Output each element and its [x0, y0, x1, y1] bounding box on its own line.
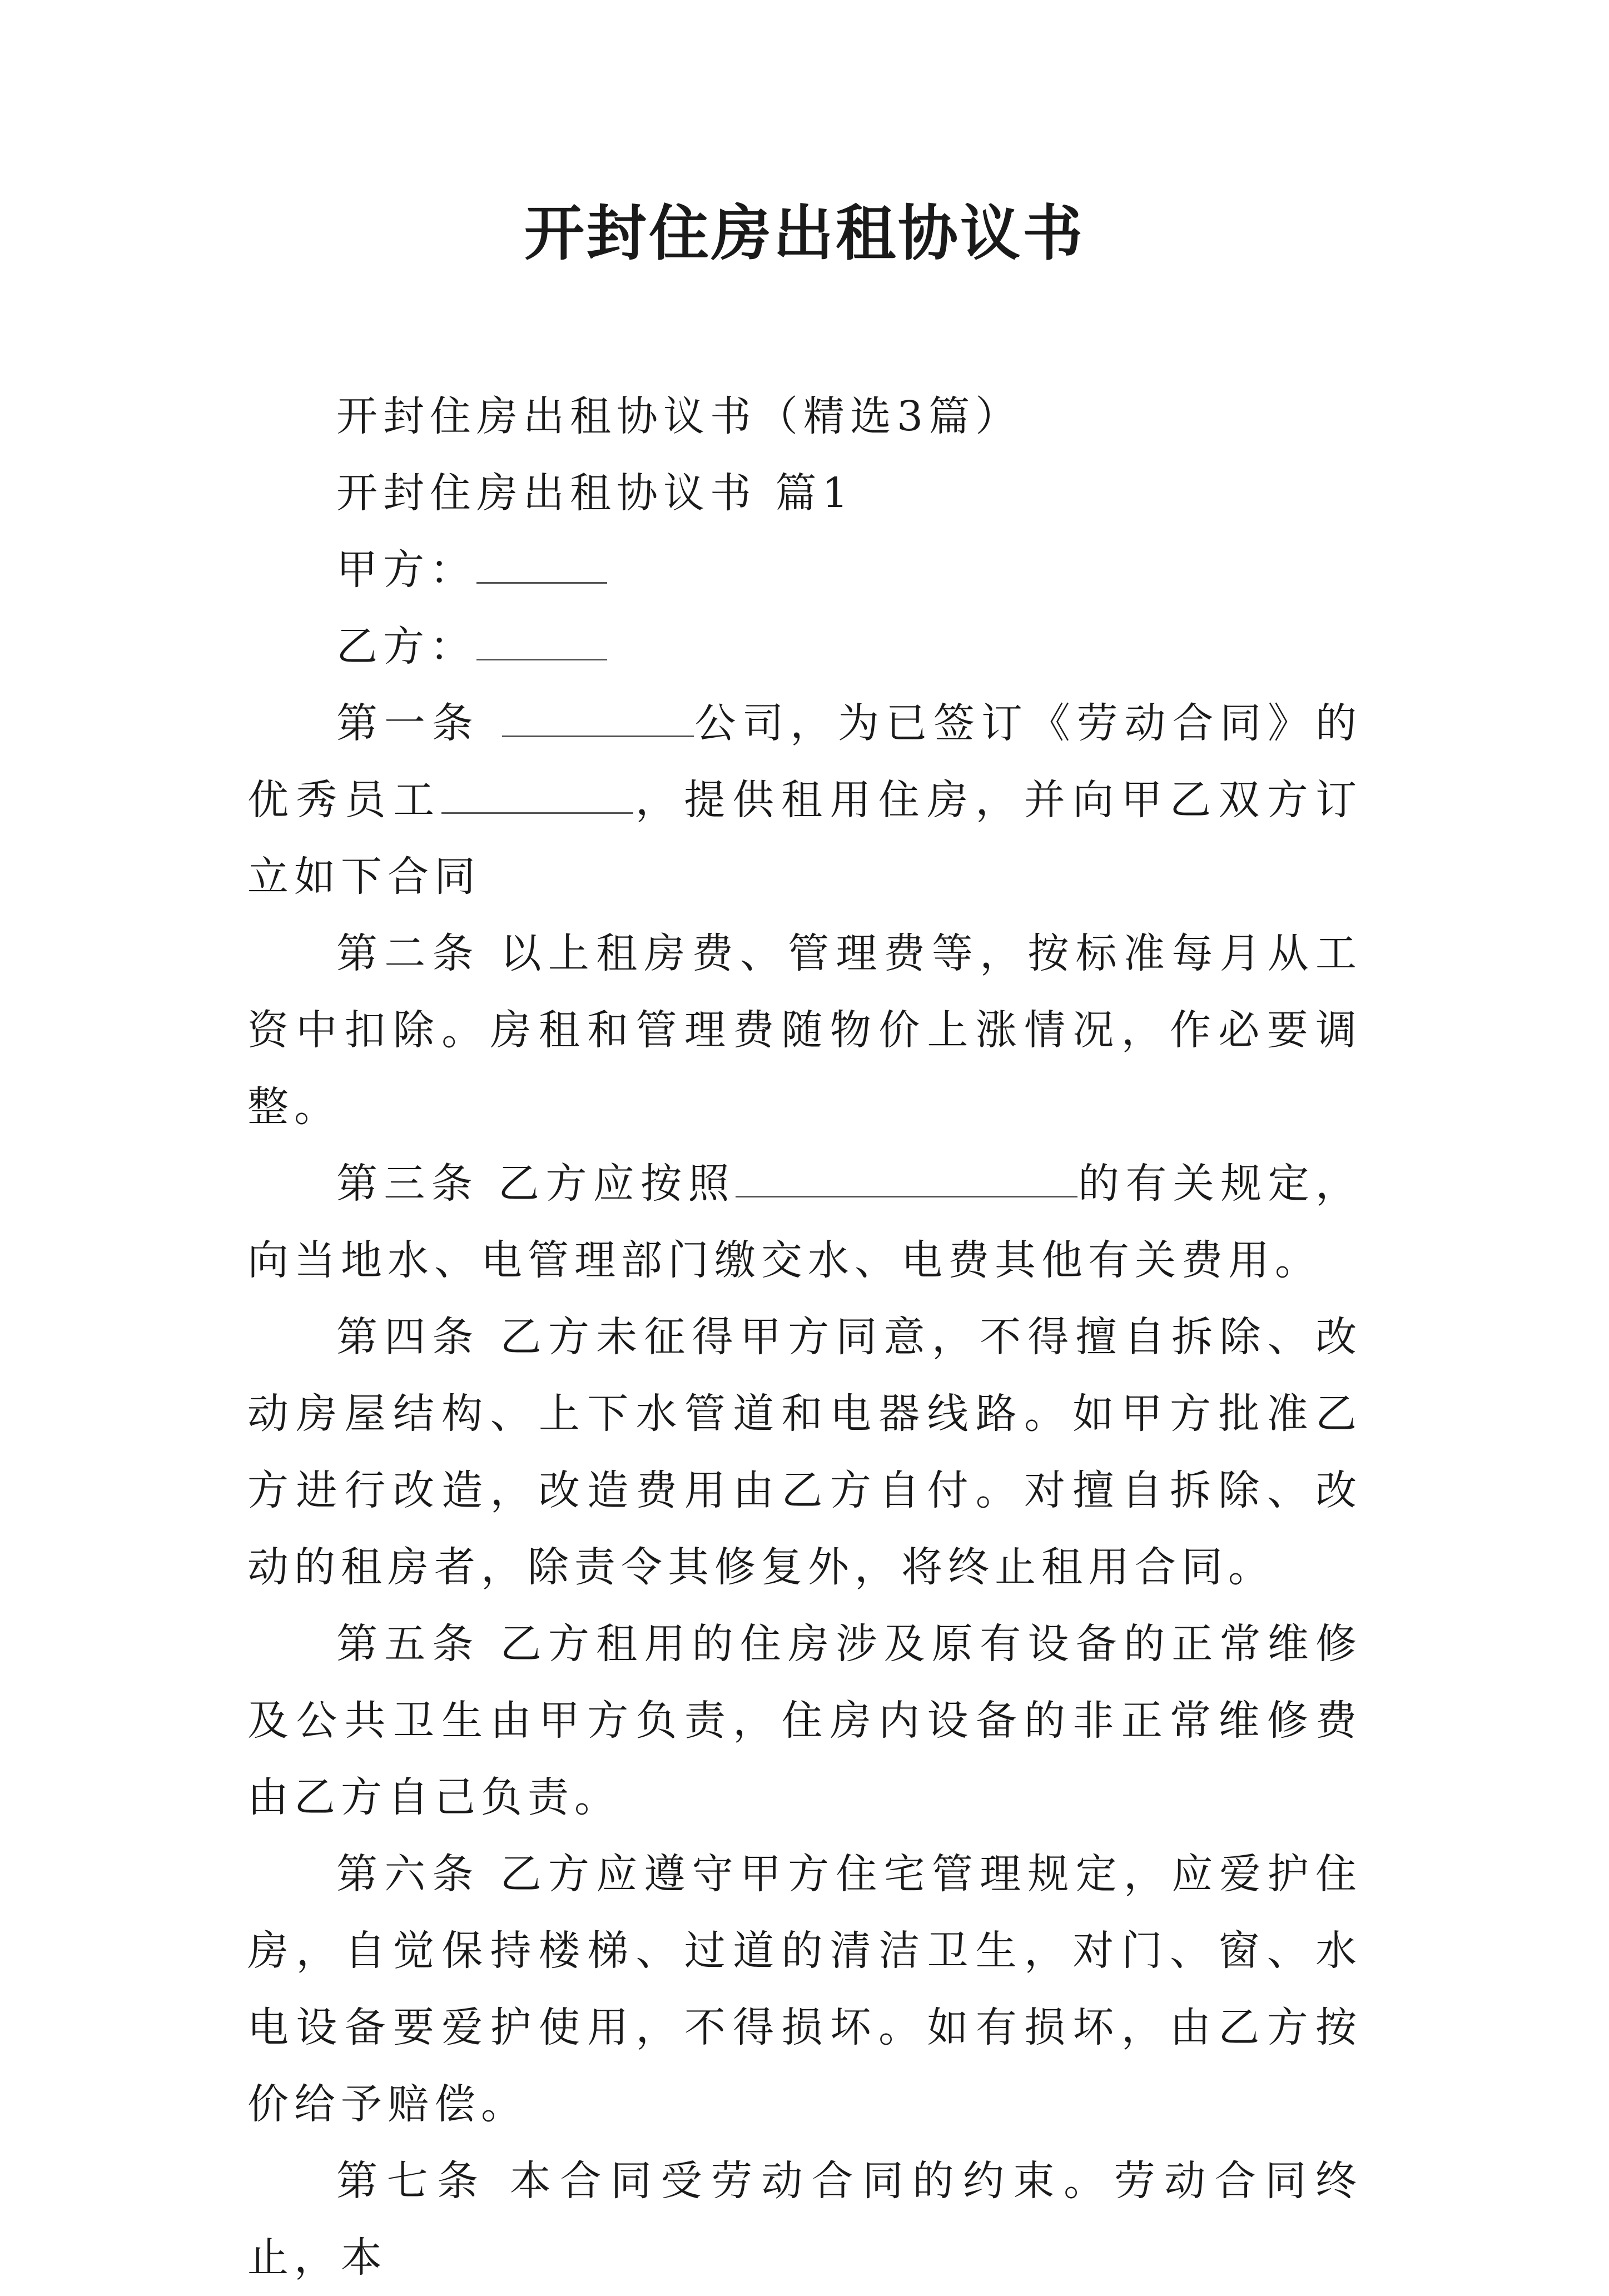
party-a-line	[247, 531, 1362, 608]
party-b-label: 乙方：	[336, 623, 476, 670]
document-subtitle: 开封住房出租协议书（精选3篇）	[336, 392, 1022, 440]
party-b-line	[247, 608, 1362, 685]
article-3-lead: 第三条 乙方应按照	[336, 1160, 736, 1207]
employee-name-blank	[441, 778, 633, 814]
article-7: 第七条 本合同受劳动合同的约束。劳动合同终止，本	[247, 2157, 1362, 2282]
article-6: 第六条 乙方应遵守甲方住宅管理规定，应爱护住房，自觉保持楼梯、过道的清洁卫生，对门、窗、水电设备要爱护使用，不得损坏。如有损坏，由乙方按价给予赔偿。	[247, 1850, 1362, 2128]
article-3-tail: 的有关规定，向当地水、电管理部门缴交水、电费其他有关费用。	[247, 1160, 1362, 1284]
article-1-part2: ，提供租用住房，并向甲乙双方订立如下合同	[247, 776, 1363, 901]
rules-blank	[736, 1161, 1077, 1197]
party-b-blank	[476, 624, 607, 660]
company-name-blank	[502, 701, 694, 737]
party-a-label: 甲方：	[336, 546, 476, 594]
section-heading: 开封住房出租协议书 篇1	[336, 469, 854, 517]
party-a-blank	[476, 548, 607, 584]
article-5: 第五条 乙方租用的住房涉及原有设备的正常维修及公共卫生由甲方负责，住房内设备的非正常维修费由乙方自己负责。	[247, 1620, 1362, 1821]
article-1-part1: 公司，为已签订《劳动合同》的优秀员工	[247, 699, 1363, 824]
article-3	[247, 1145, 1362, 1299]
article-1	[247, 685, 1362, 915]
article-4: 第四条 乙方未征得甲方同意，不得擅自拆除、改动房屋结构、上下水管道和电器线路。如甲方批准乙方进行改造，改造费用由乙方自付。对擅自拆除、改动的租房者，除责令其修复外，将终止租用合同。	[247, 1313, 1362, 1591]
article-1-lead: 第一条	[336, 699, 480, 747]
document-body	[247, 378, 1362, 2296]
document-title: 开封住房出租协议书	[524, 198, 1085, 269]
article-2: 第二条 以上租房费、管理费等，按标准每月从工资中扣除。房租和管理费随物价上涨情况，作必要调整。	[247, 930, 1362, 1131]
